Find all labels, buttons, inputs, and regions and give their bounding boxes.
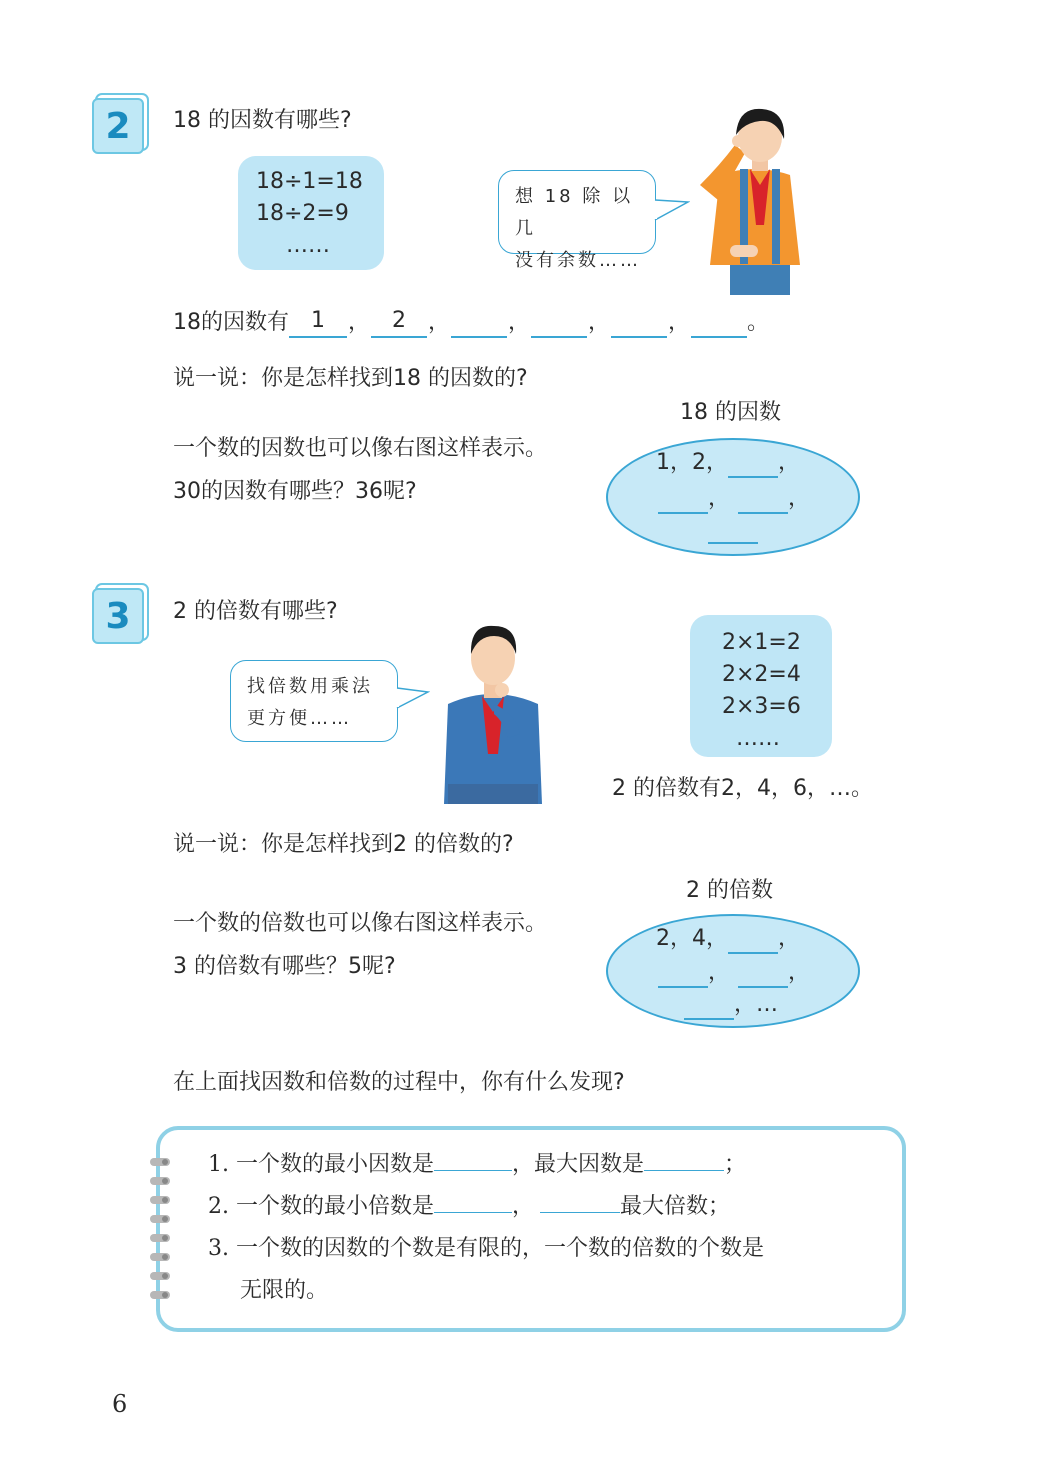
girl-illustration <box>690 105 820 295</box>
set-title-multiples: 2 的倍数 <box>686 878 773 903</box>
note-text: ， <box>511 1194 534 1219</box>
note-blank[interactable] <box>434 1148 512 1171</box>
note-blank[interactable] <box>434 1190 512 1213</box>
note-text: ，最大因数是 <box>511 1152 644 1177</box>
set-row <box>684 990 778 1020</box>
discuss-multiples: 说一说：你是怎样找到2 的倍数的? <box>173 832 514 857</box>
ellipsis-end: ，… <box>734 992 779 1017</box>
note-text: 2. 一个数的最小倍数是 <box>208 1194 434 1219</box>
set-row <box>656 924 800 954</box>
represent-factors: 一个数的因数也可以像右图这样表示。 <box>173 436 548 461</box>
note-line-2 <box>208 1186 730 1228</box>
bubble-tail-icon <box>654 196 690 226</box>
answer-blank[interactable] <box>451 310 507 338</box>
ring-icon <box>150 1291 170 1299</box>
calc-line: 2×1=2 <box>722 630 801 655</box>
comma: ， <box>788 960 811 985</box>
bubble-tail-icon <box>396 684 430 714</box>
set-blank[interactable] <box>684 992 734 1020</box>
multiplication-box <box>690 615 832 757</box>
ring-icon <box>150 1253 170 1261</box>
speech-bubble-girl <box>498 170 656 271</box>
answer-blank[interactable] <box>531 310 587 338</box>
note-line-1 <box>208 1144 746 1186</box>
set-blank[interactable] <box>658 960 708 988</box>
ring-icon <box>150 1177 170 1185</box>
set-blank[interactable] <box>728 450 778 478</box>
section-badge-3: 3 <box>92 588 144 644</box>
question-multiples-2: 2 的倍数有哪些? <box>173 599 338 624</box>
question-factors-18: 18 的因数有哪些? <box>173 108 352 133</box>
set-row <box>658 958 810 988</box>
represent-multiples: 一个数的倍数也可以像右图这样表示。 <box>173 911 548 936</box>
set-row <box>708 514 758 544</box>
ring-icon <box>150 1215 170 1223</box>
note-blank[interactable] <box>644 1148 724 1171</box>
set-blank[interactable] <box>658 486 708 514</box>
discuss-factors: 说一说：你是怎样找到18 的因数的? <box>173 366 528 391</box>
ask-multiples: 3 的倍数有哪些？5呢? <box>173 954 396 979</box>
note-text: 最大倍数； <box>620 1194 731 1219</box>
set-blank[interactable] <box>728 926 778 954</box>
set-blank[interactable] <box>738 486 788 514</box>
ring-icon <box>150 1158 170 1166</box>
note-line-3: 3. 一个数的因数的个数是有限的，一个数的倍数的个数是 <box>208 1236 764 1261</box>
factors-of-18-line <box>173 306 769 338</box>
calc-line: …… <box>286 233 330 258</box>
comma: ， <box>708 486 731 511</box>
comma: ， <box>788 486 811 511</box>
separator: ， <box>587 310 610 335</box>
separator: ， <box>507 310 530 335</box>
calc-line: 2×2=4 <box>722 662 801 687</box>
multiples-of-2-line: 2 的倍数有2，4，6，…。 <box>612 776 873 801</box>
note-text: ； <box>724 1152 747 1177</box>
separator: ， <box>667 310 690 335</box>
calc-line: 18÷2=9 <box>256 201 349 226</box>
speech-bubble-boy <box>230 660 398 742</box>
calc-line: 18÷1=18 <box>256 169 363 194</box>
separator: ， <box>427 310 450 335</box>
answer-blank[interactable]: 1 <box>289 306 347 338</box>
set-row <box>656 448 800 478</box>
end-mark: 。 <box>747 310 770 335</box>
calc-line: …… <box>736 726 780 751</box>
bubble-line: 更方便…… <box>247 708 352 729</box>
bubble-line: 没有余数…… <box>515 250 641 271</box>
division-box <box>238 156 384 270</box>
set-blank[interactable] <box>738 960 788 988</box>
section-badge-2: 2 <box>92 98 144 154</box>
note-line-4: 无限的。 <box>240 1278 329 1303</box>
set-values: 1，2， <box>656 450 728 475</box>
page-number: 6 <box>112 1390 128 1418</box>
separator: ， <box>347 310 370 335</box>
answer-blank[interactable] <box>691 310 747 338</box>
bubble-line: 想 18 除 以 几 <box>515 186 634 239</box>
ask-factors: 30的因数有哪些？36呢? <box>173 479 417 504</box>
boy-illustration <box>438 614 548 812</box>
set-blank[interactable] <box>708 516 758 544</box>
answer-blank[interactable]: 2 <box>371 306 427 338</box>
set-row <box>658 484 810 514</box>
comma: ， <box>778 450 801 475</box>
discovery-question: 在上面找因数和倍数的过程中，你有什么发现? <box>173 1070 625 1095</box>
ring-icon <box>150 1196 170 1204</box>
note-blank[interactable] <box>540 1190 620 1213</box>
ring-icon <box>150 1234 170 1242</box>
factors-prefix: 18的因数有 <box>173 310 289 335</box>
comma: ， <box>778 926 801 951</box>
note-text: 1. 一个数的最小因数是 <box>208 1152 434 1177</box>
answer-blank[interactable] <box>611 310 667 338</box>
calc-line: 2×3=6 <box>722 694 801 719</box>
ring-icon <box>150 1272 170 1280</box>
set-values: 2，4， <box>656 926 728 951</box>
set-title-factors: 18 的因数 <box>680 400 781 425</box>
comma: ， <box>708 960 731 985</box>
bubble-line: 找倍数用乘法 <box>247 676 373 697</box>
